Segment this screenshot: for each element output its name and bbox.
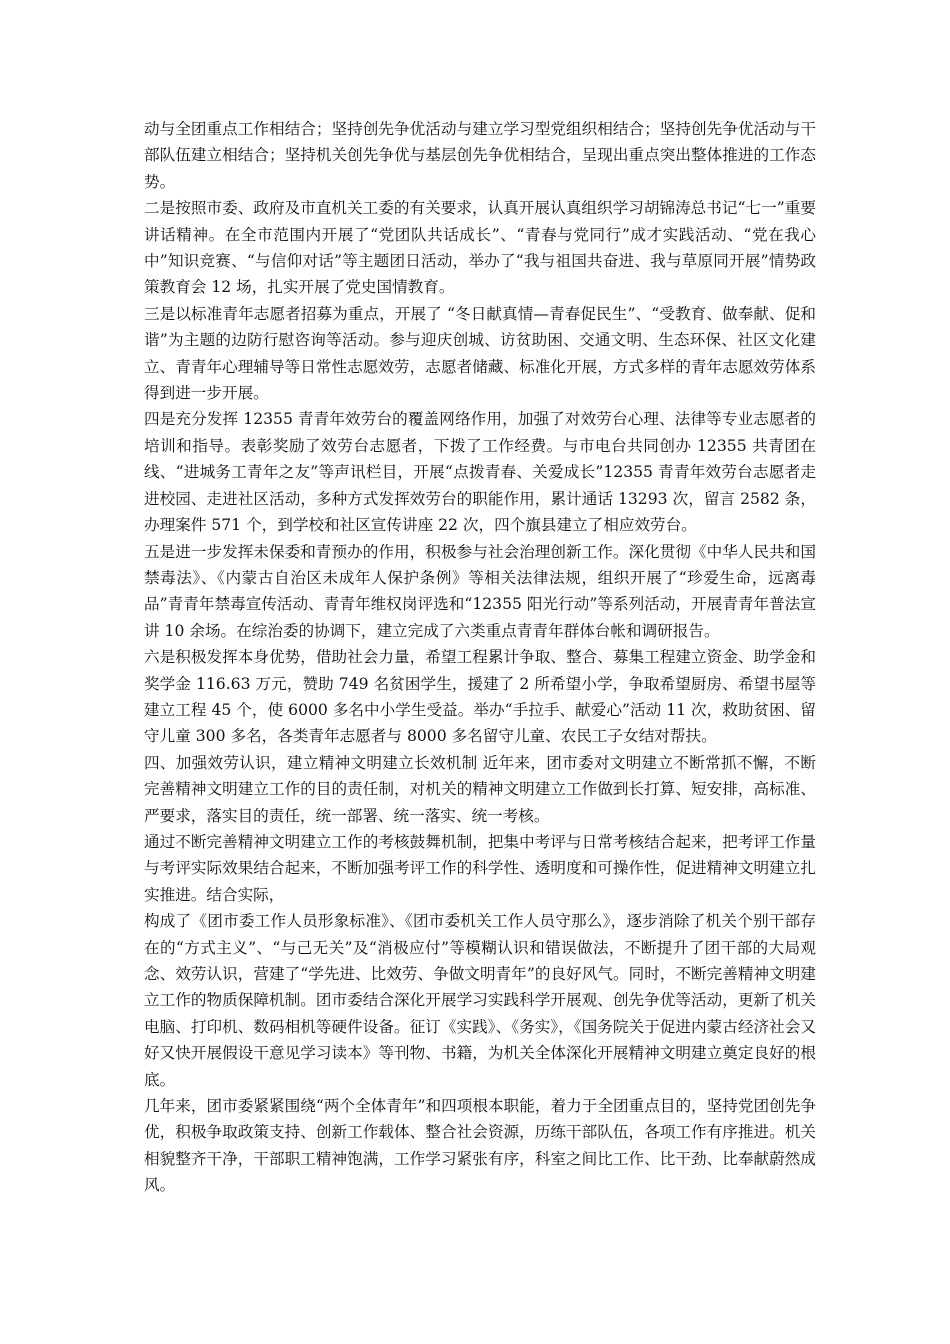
paragraph-7: 四、加强效劳认识，建立精神文明建立长效机制 近年来，团市委对文明建立不断常抓不懈，不断完善精神文明建立工作的目的责任制，对机关的精神文明建立工作做到长打算、短安排，高标准、严要求，落实目的责任，统一部署、统一落实、统一考核。 xyxy=(144,753,816,825)
paragraph-3: 三是以标准青年志愿者招募为重点，开展了 “冬日献真情—青春促民生”、“受教育、做奉献、促和谐”为主题的边防行慰咨询等活动。参与迎庆创城、访贫助困、交通文明、生态环保、社区文化建立、青青年心理辅导等日常性志愿效劳，志愿者储藏、标准化开展，方式多样的青年志愿效劳体系得到进一步开展。 xyxy=(144,304,816,403)
paragraph-2: 二是按照市委、政府及市直机关工委的有关要求，认真开展认真组织学习胡锦涛总书记“七一”重要讲话精神。在全市范围内开展了“党团队共话成长”、“青春与党同行”成才实践活动、“党在我心中”知识竞赛、“与信仰对话”等主题团日活动，举办了“我与祖国共奋进、我与草原同开展”情势政策教育会 12 场，扎实开展了党史国情教育。 xyxy=(144,199,816,297)
paragraph-9: 构成了《团市委工作人员形象标准》、《团市委机关工作人员守那么》，逐步消除了机关个别干部存在的“方式主义”、“与己无关”及“消极应付”等模糊认识和错误做法，不断提升了团干部的大局观念、效劳认识，营建了“学先进、比效劳、争做文明青年”的良好风气。同时，不断完善精神文明建立工作的物质保障机制。团市委结合深化开展学习实践科学开展观、创先争优等活动，更新了机关电脑、打印机、数码相机等硬件设备。征订《实践》、《务实》，《国务院关于促进内蒙古经济社会又好又快开展假设干意见学习读本》等刊物、书籍，为机关全体深化开展精神文明建立奠定良好的根底。 xyxy=(144,912,816,1089)
paragraph-5: 五是进一步发挥未保委和青预办的作用，积极参与社会治理创新工作。深化贯彻《中华人民共和国禁毒法》、《内蒙古自治区未成年人保护条例》等相关法律法规，组织开展了“珍爱生命，远离毒品”青青年禁毒宣传活动、青青年维权岗评选和“12355 阳光行动”等系列活动，开展青青年普法宣讲 10 余场。在综治委的协调下，建立完成了六类重点青青年群体台帐和调研报告。 xyxy=(144,542,816,640)
paragraph-10: 几年来，团市委紧紧围绕“两个全体青年”和四项根本职能，着力于全团重点目的，坚持党团创先争优，积极争取政策支持、创新工作载体、整合社会资源，历练干部队伍，各项工作有序推进。机关相貌整齐干净，干部职工精神饱满，工作学习紧张有序，科室之间比工作、比干劲、比奉献蔚然成风。 xyxy=(144,1097,816,1195)
paragraph-1: 动与全团重点工作相结合；坚持创先争优活动与建立学习型党组织相结合；坚持创先争优活动与干部队伍建立相结合；坚持机关创先争优与基层创先争优相结合，呈现出重点突出整体推进的工作态势。 xyxy=(144,120,816,191)
document-body xyxy=(144,116,816,1199)
paragraph-6: 六是积极发挥本身优势，借助社会力量，希望工程累计争取、整合、募集工程建立资金、助学金和奖学金 116.63 万元，赞助 749 名贫困学生，援建了 2 所希望小学，争取希望厨房、希望书屋等建立工程 45 个，使 6000 多名中小学生受益。举办“手拉手、献爱心”活动 11 次，救助贫困、留守儿童 300 多名，各类青年志愿者与 8000 多名留守儿童、农民工子女结对帮扶。 xyxy=(144,648,816,746)
paragraph-4: 四是充分发挥 12355 青青年效劳台的覆盖网络作用，加强了对效劳台心理、法律等专业志愿者的培训和指导。表彰奖励了效劳台志愿者，下拨了工作经费。与市电台共同创办 12355 共青团在线、“进城务工青年之友”等声讯栏目，开展“点拨青春、关爱成长”12355 青青年效劳台志愿者走进校园、走进社区活动，多种方式发挥效劳台的职能作用，累计通话 13293 次，留言 2582 条，办理案件 571 个，到学校和社区宣传讲座 22 次，四个旗县建立了相应效劳台。 xyxy=(144,410,816,535)
paragraph-8: 通过不断完善精神文明建立工作的考核鼓舞机制，把集中考评与日常考核结合起来，把考评工作量与考评实际效果结合起来，不断加强考评工作的科学性、透明度和可操作性，促进精神文明建立扎实推进。结合实际， xyxy=(144,832,816,904)
